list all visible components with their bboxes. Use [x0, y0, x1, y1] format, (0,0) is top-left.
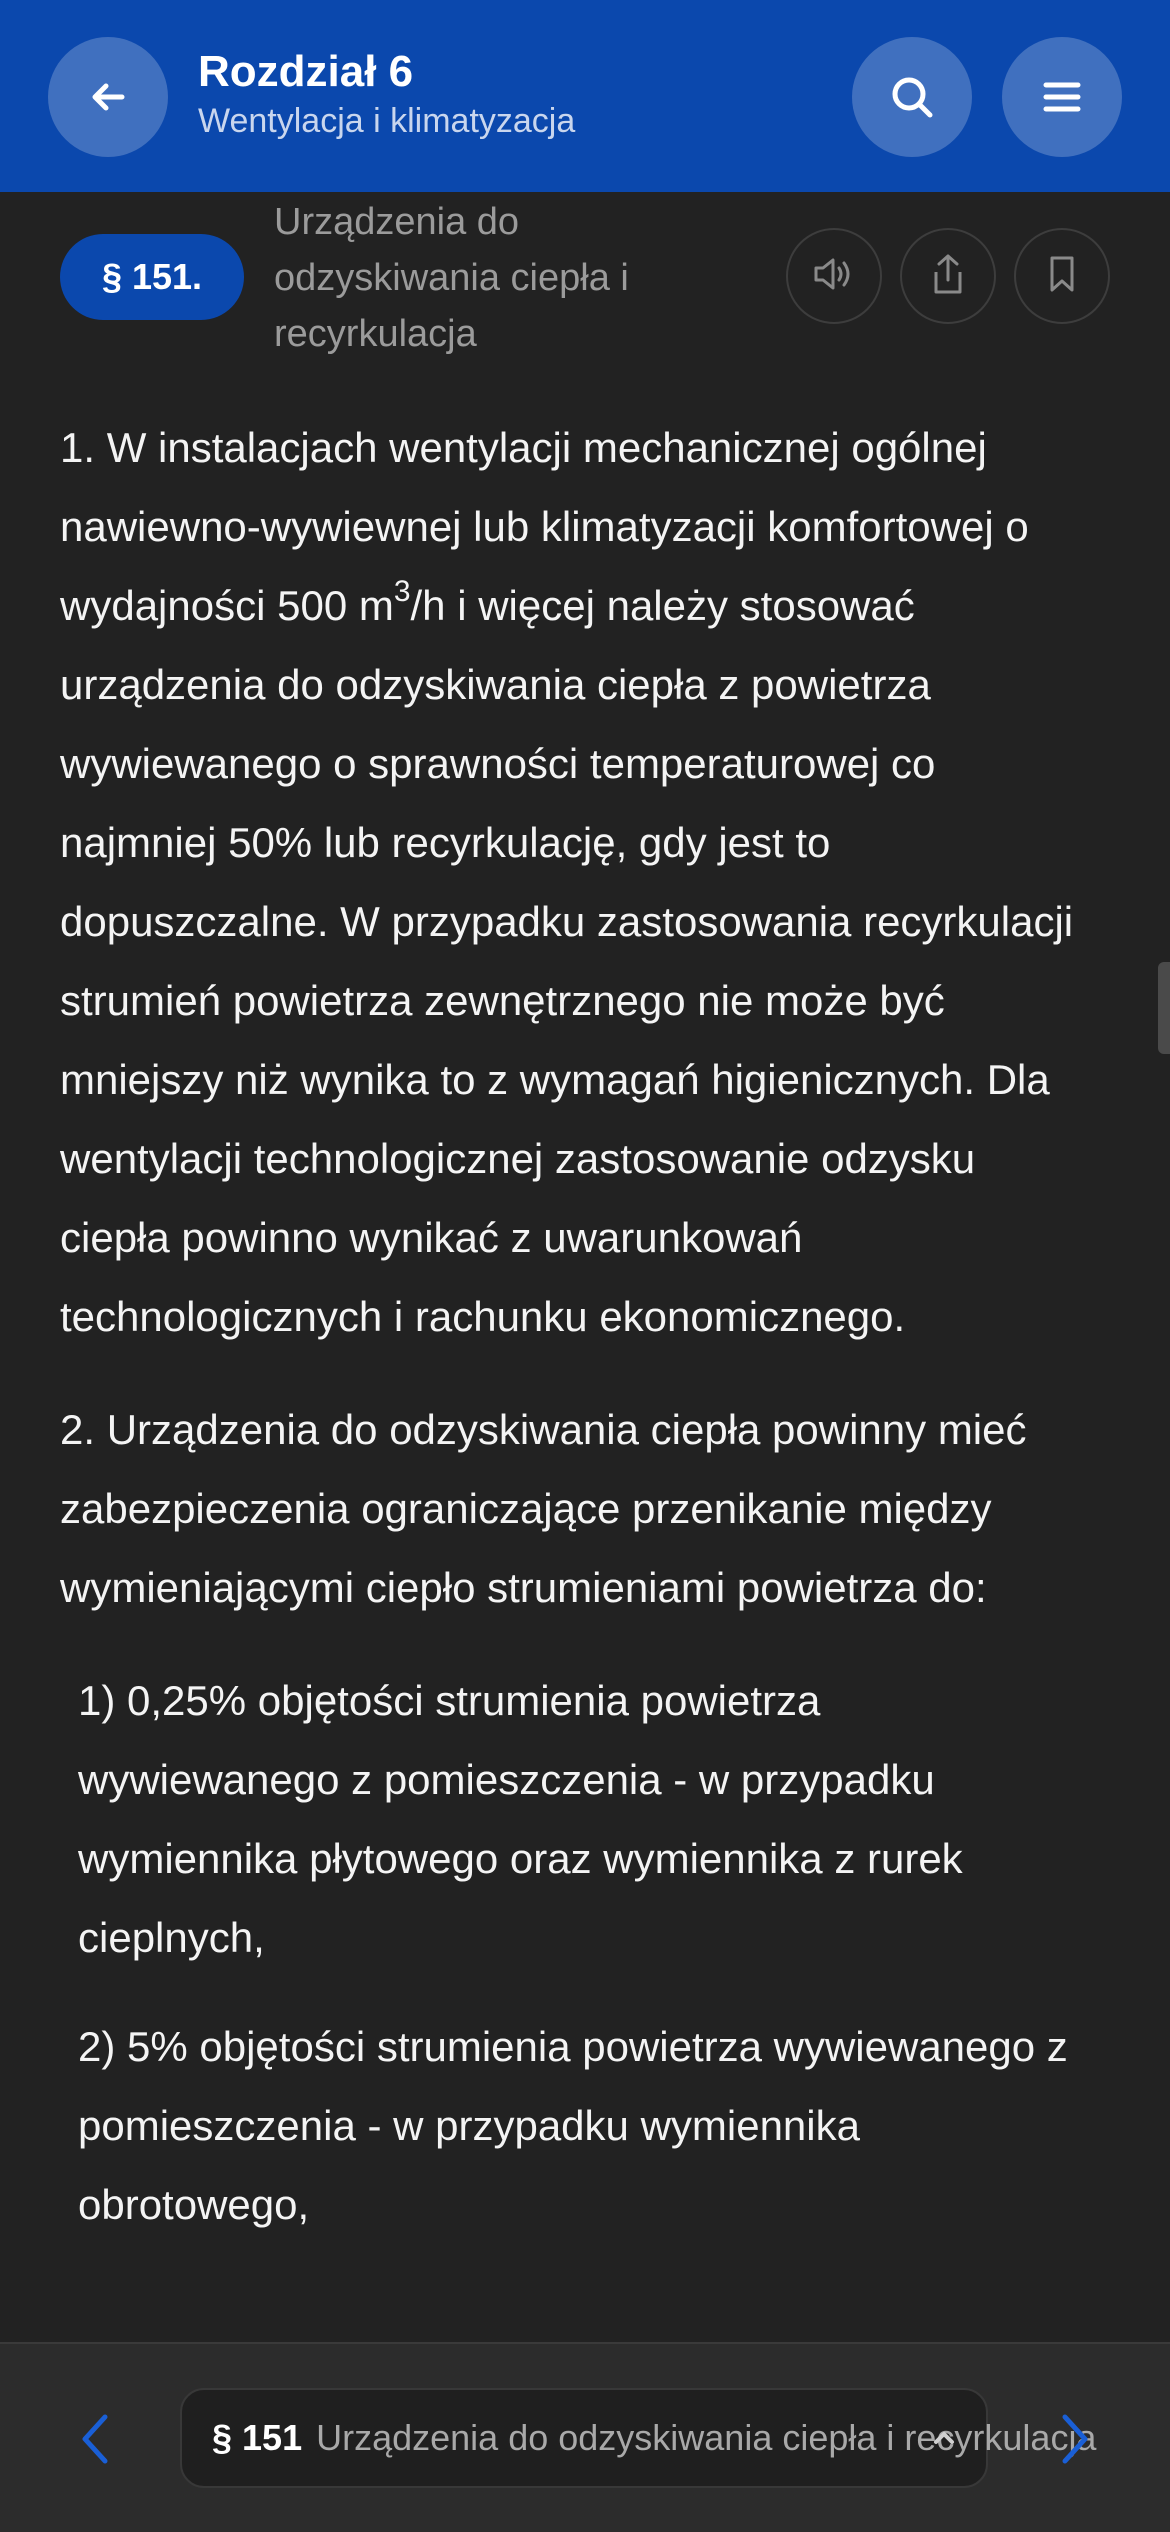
paragraph-number-badge: § 151.: [60, 234, 244, 320]
share-button[interactable]: [900, 228, 996, 324]
back-button[interactable]: [48, 37, 168, 157]
search-icon: [888, 73, 936, 121]
bookmark-button[interactable]: [1014, 228, 1110, 324]
chapter-title: Rozdział 6: [198, 47, 414, 96]
app-header: [0, 0, 1170, 192]
paragraph-section-2: 2. Urządzenia do odzyskiwania ciepła powinny mieć zabezpieczenia ograniczające przenikanie między wymieniającymi ciepło strumieniami powietrza do:: [60, 1406, 1027, 1611]
read-aloud-button[interactable]: [786, 228, 882, 324]
chevron-left-icon: [77, 2413, 113, 2470]
section-1-text: 1. W instalacjach wentylacji mechanicznej ogólnej nawiewno-wywiewnej lub klimatyzacji komfortowej o wydajności 500 m: [60, 424, 1029, 629]
menu-button[interactable]: [1002, 37, 1122, 157]
chapter-subtitle: Wentylacja i klimatyzacja: [198, 102, 576, 140]
paragraph-section-1: [60, 408, 1080, 1356]
picker-paragraph-number: § 151: [212, 2417, 303, 2458]
chevron-right-icon: [1057, 2413, 1093, 2470]
next-paragraph-button[interactable]: [1040, 2406, 1110, 2476]
chevron-up-icon: [932, 2430, 956, 2446]
search-button[interactable]: [852, 37, 972, 157]
previous-paragraph-button[interactable]: [60, 2406, 130, 2476]
point-2-2: 2) 5% objętości strumienia powietrza wywiewanego z pomieszczenia - w przypadku wymiennika obrotowego,: [78, 2023, 1068, 2228]
hamburger-menu-icon: [1042, 79, 1082, 115]
share-icon: [928, 252, 968, 301]
paragraph-content: [60, 408, 1080, 2274]
paragraph-picker[interactable]: [180, 2388, 1097, 2488]
scrollbar-thumb[interactable]: [1158, 962, 1170, 1054]
point-2-1: 1) 0,25% objętości strumienia powietrza wywiewanego z pomieszczenia - w przypadku wymiennika płytowego oraz wymiennika z rurek cieplnych,: [78, 1677, 963, 1961]
speaker-icon: [812, 254, 856, 299]
section-1-text-continued: /h i więcej należy stosować urządzenia do odzyskiwania ciepła z powietrza wywiewanego o sprawności temperaturowej co najmniej 50% lub recyrkulację, gdy jest to dopuszczalne. W przypadku zastosowania recyrkulacji strumień powietrza zewnętrznego nie może być mniejszy niż wynika to z wymagań higienicznych. Dla wentylacji technologicznej zastosowanie odzysku ciepła powinno wynikać z uwarunkowań technologicznych i rachunku ekonomicznego.: [60, 582, 1074, 1340]
paragraph-header: [0, 192, 1170, 362]
paragraph-title: Urządzenia do odzyskiwania ciepła i recyrkulacja: [274, 201, 629, 355]
bookmark-icon: [1046, 254, 1078, 299]
arrow-left-icon: [88, 77, 128, 117]
picker-paragraph-title: Urządzenia do odzyskiwania ciepła i recyrkulacja: [316, 2417, 1097, 2458]
superscript: 3: [393, 575, 411, 608]
bottom-navigation-bar: [0, 2342, 1170, 2532]
